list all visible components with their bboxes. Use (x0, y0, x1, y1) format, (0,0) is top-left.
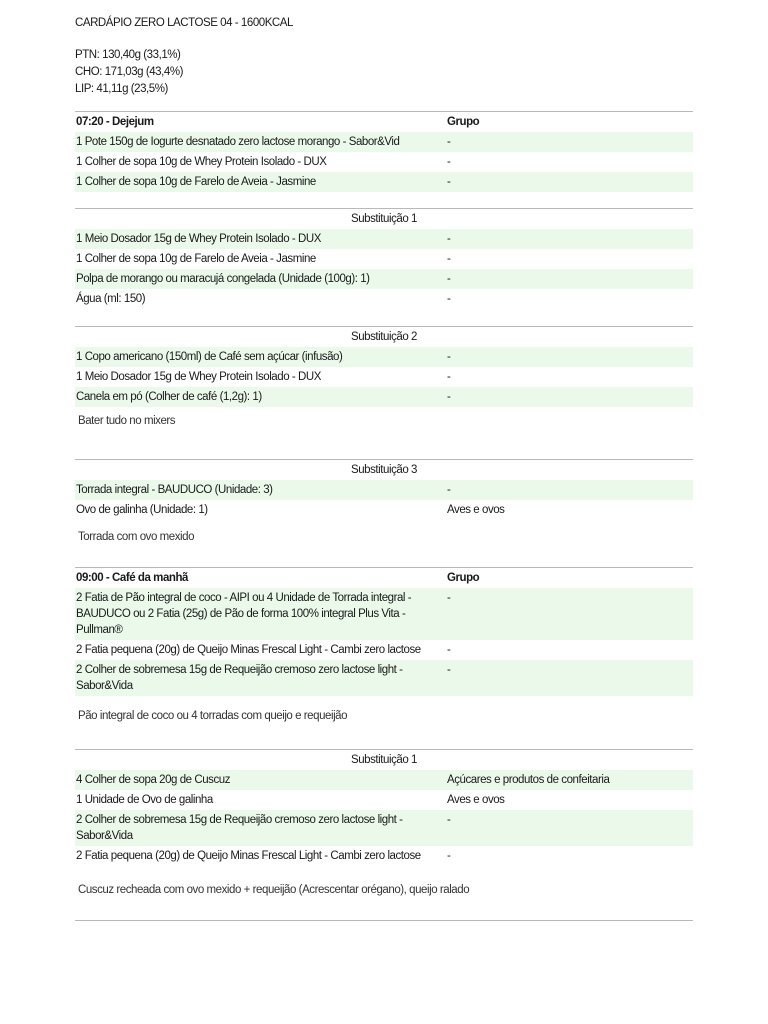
substitution-block (75, 459, 693, 545)
group-cell: - (447, 592, 451, 604)
table-row (75, 770, 693, 790)
food-cell: 1 Colher de sopa 10g de Whey Protein Isolado - DUX (76, 156, 327, 168)
food-cell: 1 Meio Dosador 15g de Whey Protein Isolado - DUX (76, 233, 321, 245)
food-cell: 2 Colher de sobremesa 15g de Requeijão cremoso zero lactose light - Sabor&Vida (76, 664, 403, 692)
substitution-header: Substituição 3 (351, 464, 417, 476)
table-row (75, 289, 693, 309)
food-cell: 1 Pote 150g de Iogurte desnatado zero lactose morango - Sabor&Vid (76, 136, 400, 148)
food-cell: Torrada integral - BAUDUCO (Unidade: 3) (76, 484, 273, 496)
food-cell: 1 Unidade de Ovo de galinha (76, 794, 213, 806)
group-cell: - (447, 176, 451, 188)
substitution-header: Substituição 2 (351, 331, 417, 343)
food-cell: 1 Colher de sopa 10g de Farelo de Aveia - Jasmine (76, 176, 316, 188)
food-cell: 2 Fatia pequena (20g) de Queijo Minas Frescal Light - Cambi zero lactose (76, 850, 421, 862)
group-header: Grupo (447, 572, 480, 584)
meal-header: 07:20 - Dejejum (76, 116, 154, 128)
meal-cafe-da-manha (75, 567, 693, 724)
table-row (75, 172, 693, 192)
substitution-block (75, 326, 693, 429)
group-cell: - (447, 371, 451, 383)
substitution-header: Substituição 1 (351, 754, 417, 766)
food-cell: 1 Copo americano (150ml) de Café sem açúcar (infusão) (76, 351, 343, 363)
food-cell: 2 Colher de sobremesa 15g de Requeijão cremoso zero lactose light - Sabor&Vida (76, 814, 403, 842)
group-cell: - (447, 664, 451, 676)
group-cell: - (447, 391, 451, 403)
preparation-note: Pão integral de coco ou 4 torradas com queijo e requeijão (78, 710, 348, 722)
macro-lipids: LIP: 41,11g (23,5%) (75, 83, 168, 95)
group-cell: - (447, 233, 451, 245)
meal-header: 09:00 - Café da manhã (76, 572, 188, 584)
preparation-note: Bater tudo no mixers (78, 415, 176, 427)
group-cell: - (447, 644, 451, 656)
group-cell: - (447, 293, 451, 305)
table-row (75, 367, 693, 387)
table-row (75, 810, 693, 846)
table-row (75, 347, 693, 367)
table-row (75, 640, 693, 660)
group-cell: - (447, 156, 451, 168)
food-cell: 2 Fatia pequena (20g) de Queijo Minas Frescal Light - Cambi zero lactose (76, 644, 421, 656)
food-cell: Ovo de galinha (Unidade: 1) (76, 504, 208, 516)
macro-carbs: CHO: 171,03g (43,4%) (75, 66, 183, 78)
group-cell: - (447, 273, 451, 285)
group-cell: Aves e ovos (447, 794, 505, 806)
table-row (75, 846, 693, 866)
table-row (75, 249, 693, 269)
table-row (75, 588, 693, 640)
food-cell: 1 Colher de sopa 10g de Farelo de Aveia - Jasmine (76, 253, 316, 265)
macros-summary (75, 47, 693, 98)
group-cell: - (447, 351, 451, 363)
table-row (75, 152, 693, 172)
group-cell: - (447, 484, 451, 496)
food-cell: 2 Fatia de Pão integral de coco - AIPI ou 4 Unidade de Torrada integral - BAUDUCO ou 2 Fatia (25g) de Pão de forma 100% integral Plus Vita - Pullman® (76, 592, 412, 636)
group-cell: - (447, 814, 451, 826)
group-cell: Açúcares e produtos de confeitaria (447, 774, 610, 786)
page-end-divider (75, 920, 693, 921)
preparation-note: Cuscuz recheada com ovo mexido + requeijão (Acrescentar orégano), queijo ralado (78, 884, 470, 896)
macro-protein: PTN: 130,40g (33,1%) (75, 49, 181, 61)
table-row (75, 660, 693, 696)
group-cell: - (447, 850, 451, 862)
table-row (75, 269, 693, 289)
group-cell: - (447, 136, 451, 148)
substitution-block (75, 749, 693, 898)
meal-dejejum (75, 111, 693, 192)
group-cell: Aves e ovos (447, 504, 505, 516)
group-header: Grupo (447, 116, 480, 128)
food-cell: Canela em pó (Colher de café (1,2g): 1) (76, 391, 262, 403)
substitution-block (75, 208, 693, 309)
table-row (75, 387, 693, 407)
preparation-note: Torrada com ovo mexido (78, 531, 195, 543)
table-row (75, 500, 693, 520)
page-title: CARDÁPIO ZERO LACTOSE 04 - 1600KCAL (75, 17, 293, 29)
group-cell: - (447, 253, 451, 265)
meal-header-row (75, 568, 693, 588)
meal-header-row (75, 112, 693, 132)
food-cell: 4 Colher de sopa 20g de Cuscuz (76, 774, 230, 786)
substitution-header: Substituição 1 (351, 213, 417, 225)
food-cell: 1 Meio Dosador 15g de Whey Protein Isolado - DUX (76, 371, 321, 383)
table-row (75, 229, 693, 249)
food-cell: Água (ml: 150) (76, 293, 146, 305)
table-row (75, 480, 693, 500)
table-row (75, 790, 693, 810)
food-cell: Polpa de morango ou maracujá congelada (Unidade (100g): 1) (76, 273, 370, 285)
table-row (75, 132, 693, 152)
